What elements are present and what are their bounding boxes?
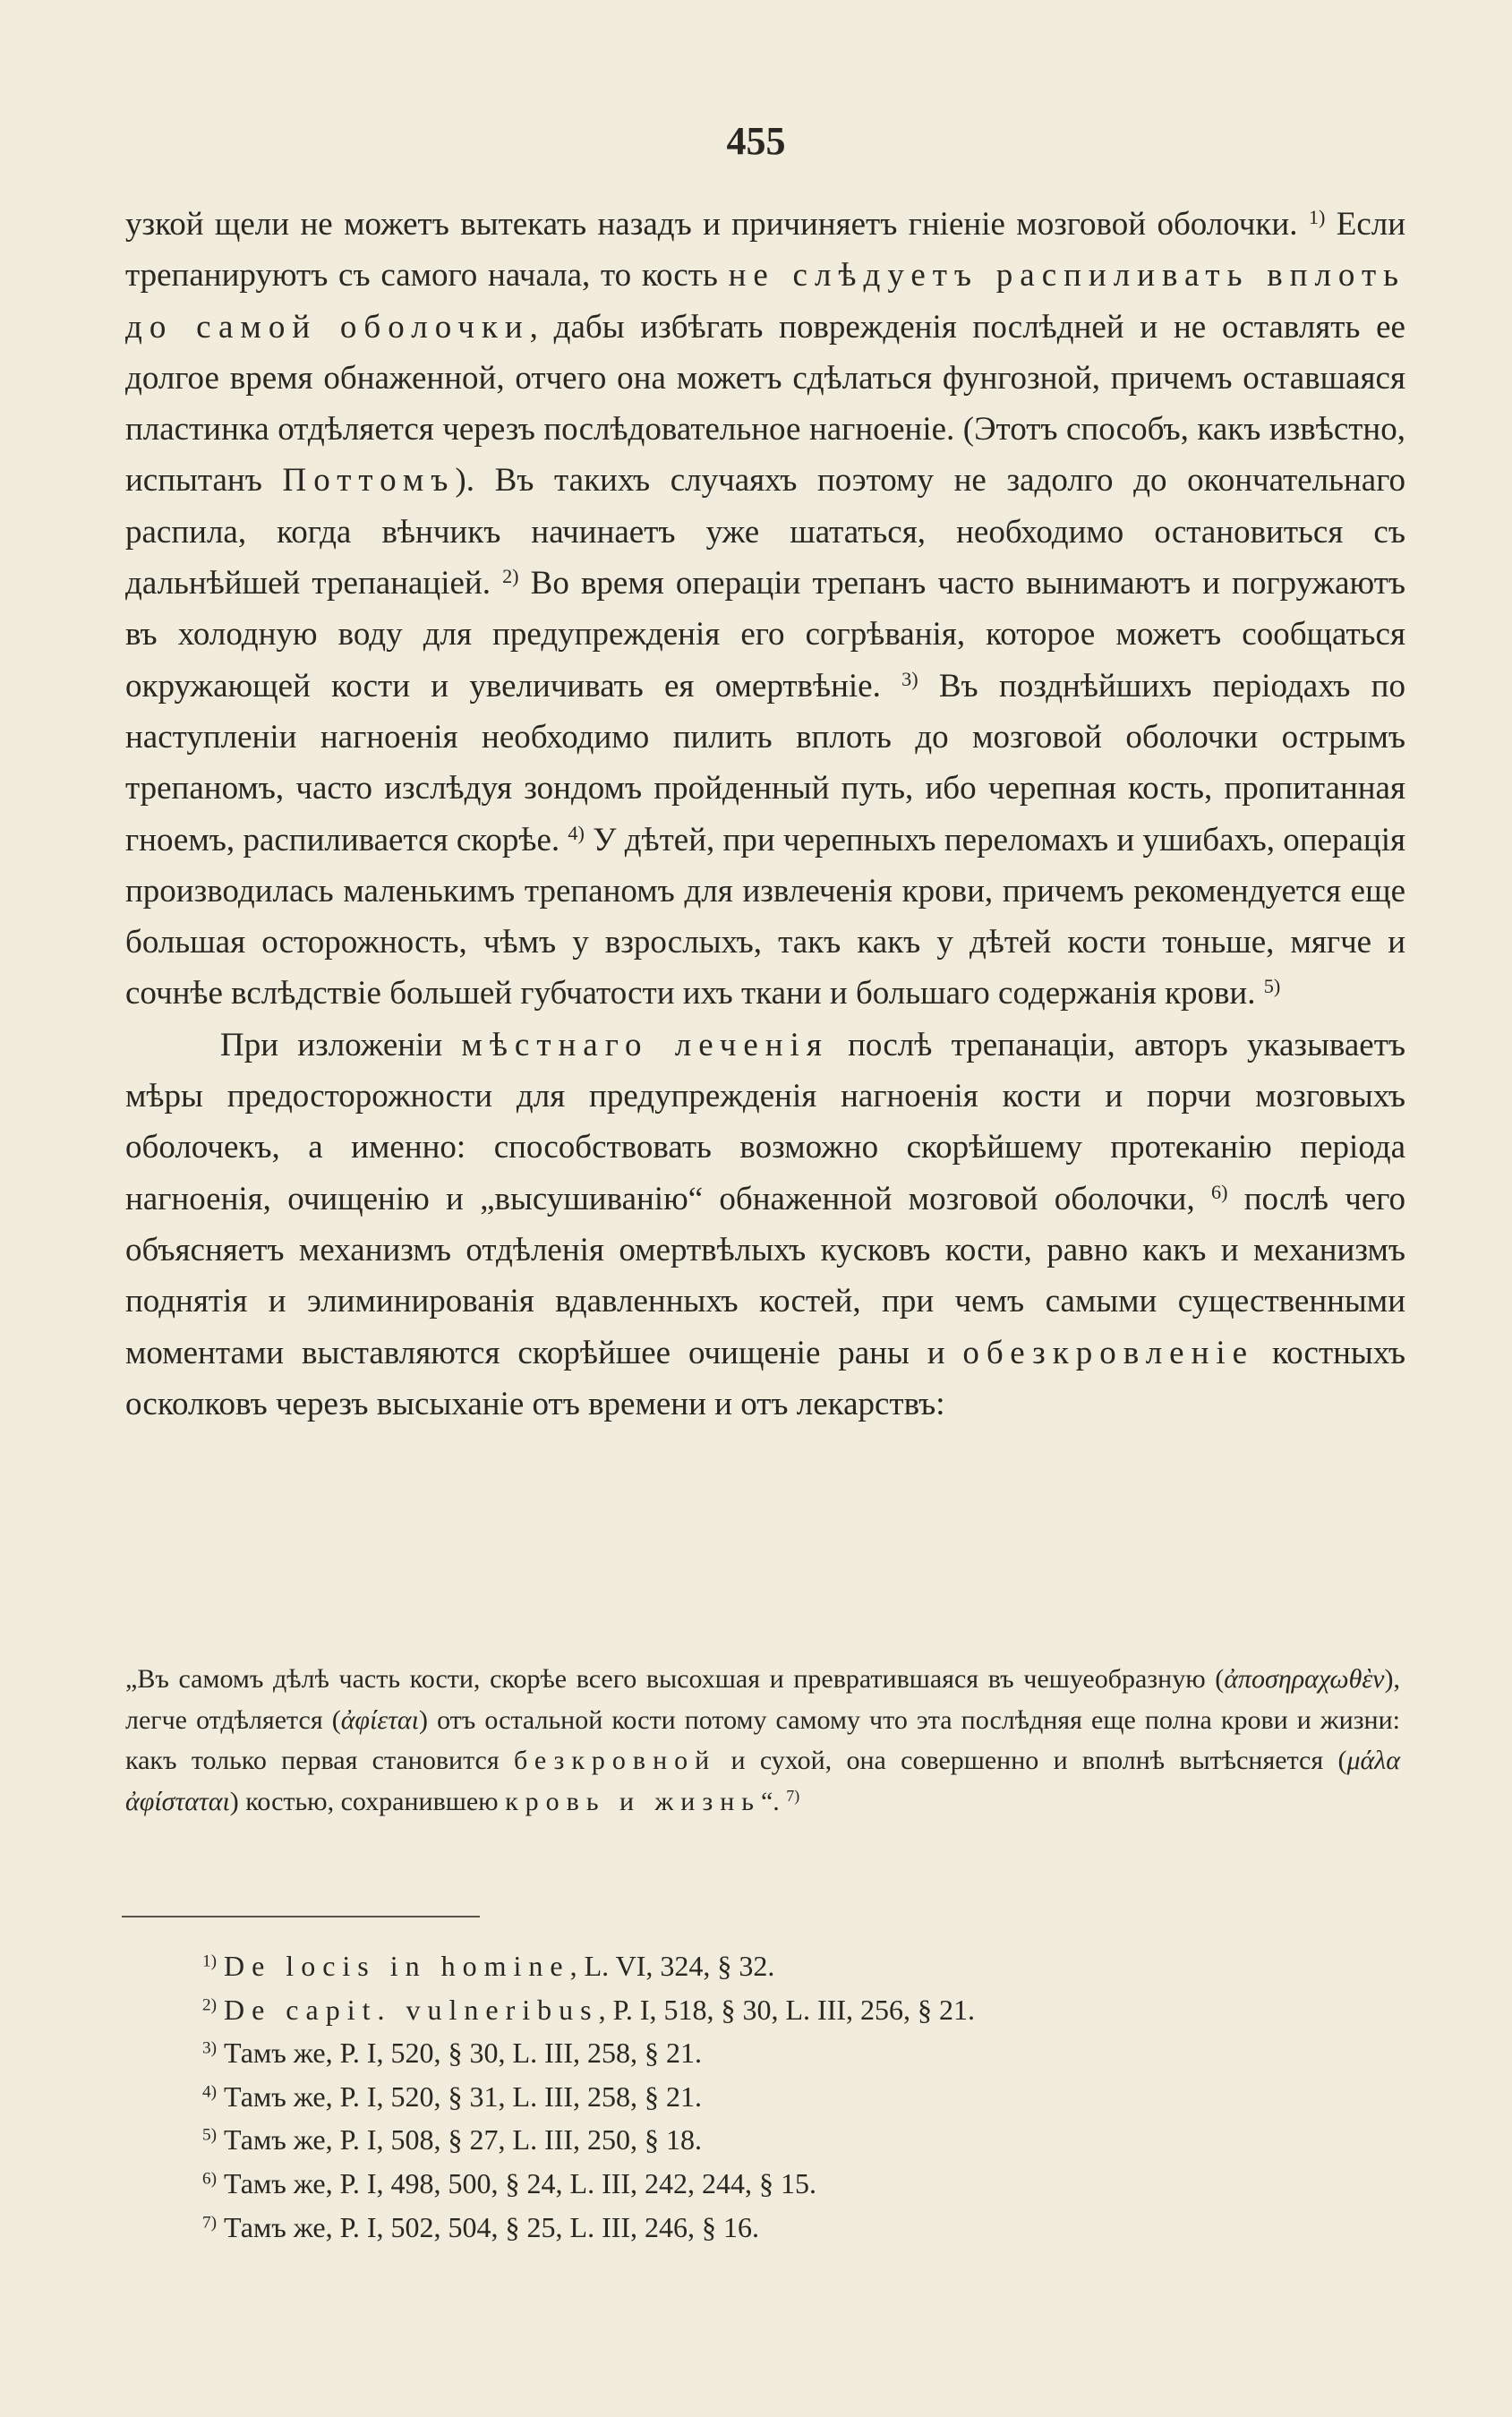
footnote-5	[202, 2118, 975, 2162]
footnote-ref: Тамъ же, P. I, 520, § 31, L. III, 258, § 21.	[223, 2080, 703, 2113]
spaced-emphasis: безкровной	[513, 1746, 717, 1775]
greek-word: ἀποσηραχωθὲν	[1224, 1664, 1385, 1694]
text-run: ) отъ остальной кости потому самому что эта послѣдняя еще полна крови и жизни: какъ только первая становится	[125, 1704, 1400, 1775]
text-run: ), легче отдѣляется (	[125, 1664, 1400, 1735]
spaced-emphasis: мѣстнаго леченія	[461, 1026, 829, 1063]
footnote-title: De capit. vulneribus	[223, 1993, 599, 2026]
footnote-ref-3: 3)	[901, 667, 918, 690]
paragraph-2	[125, 1020, 1405, 1430]
footnote-mark: 3)	[202, 2038, 217, 2058]
main-text	[125, 199, 1405, 1430]
text-run: “.	[760, 1786, 787, 1816]
text-run: ) костью, сохранившею	[229, 1786, 506, 1816]
footnotes-list	[202, 1944, 975, 2249]
text-run: У дѣтей, при черепныхъ переломахъ и ушибахъ, операція производилась маленькимъ трепаномъ для извлеченія крови, причемъ рекомендуется еще большая осторожность, чѣмъ у взрослыхъ, такъ какъ у дѣтей кости тоньше, мягче и сочнѣе вслѣдствіе большей губчатости ихъ ткани и большаго содержанія крови.	[125, 821, 1406, 1012]
text-run: При изложеніи	[220, 1026, 462, 1063]
spaced-emphasis: кровь и жизнь	[505, 1786, 761, 1816]
footnote-mark: 1)	[202, 1952, 217, 1971]
footnote-ref: Тамъ же, P. I, 502, 504, § 25, L. III, 246, § 16.	[223, 2210, 760, 2243]
text-run: ). Въ такихъ случаяхъ поэтому не задолго до окончательнаго распила, когда вѣнчикъ начинаетъ уже шататься, необходимо остановиться съ дальнѣйшей трепанаціей.	[125, 462, 1405, 602]
footnote-mark: 6)	[202, 2169, 217, 2189]
text-run: , дабы избѣгать поврежденія послѣдней и не оставлять ее долгое время обнаженной, отчего она можетъ сдѣлаться фунгозной, причемъ оставшаяся пластинка отдѣляется черезъ послѣдовательное нагноеніе. (Этотъ способъ, какъ извѣстно, испытанъ	[125, 308, 1405, 500]
footnote-mark: 4)	[202, 2082, 217, 2102]
spaced-emphasis: обезкровленіе	[962, 1334, 1255, 1371]
footnote-3	[202, 2031, 975, 2075]
text-run: „Въ самомъ дѣлѣ часть кости, скорѣе всего высохшая и превратившаяся въ чешуеобразную (	[125, 1664, 1225, 1694]
spaced-emphasis: не слѣдуетъ распиливать вплоть до самой оболочки	[125, 257, 1405, 346]
text-run: и сухой, она совершенно и вполнѣ вытѣсняется (	[716, 1746, 1347, 1775]
text-run: Во время операціи трепанъ часто вынимаютъ и погружаютъ въ холодную воду для предупрежденія его согрѣванія, которое можетъ сообщаться окружающей кости и увеличивать ея омертвѣніе.	[125, 565, 1405, 705]
text-run: послѣ чего объясняетъ механизмъ отдѣленія омертвѣлыхъ кусковъ кости, равно какъ и механизмъ поднятія и элиминированія вдавленныхъ костей, при чемъ самыми существенными моментами выставляются скорѣйшее очищеніе раны и	[125, 1180, 1405, 1371]
text-run: костныхъ осколковъ черезъ высыханіе отъ времени и отъ лекарствъ:	[125, 1334, 1405, 1422]
greek-word: ἀφίεται	[340, 1704, 420, 1735]
footnote-ref-2: 2)	[502, 564, 519, 587]
footnote-ref-7: 7)	[786, 1786, 800, 1805]
footnote-title: De locis in homine	[223, 1950, 570, 1982]
footnote-7	[202, 2206, 975, 2250]
footnote-6	[202, 2162, 975, 2206]
footnote-ref-1: 1)	[1308, 205, 1326, 228]
footnote-mark: 7)	[202, 2213, 217, 2233]
footnote-ref: Тамъ же, P. I, 520, § 30, L. III, 258, § 21.	[223, 2037, 703, 2070]
footnote-divider	[122, 1916, 480, 1917]
block-quote	[125, 1659, 1400, 1822]
footnote-ref: , L. VI, 324, § 32.	[569, 1950, 775, 1982]
paragraph-1	[125, 199, 1405, 1020]
footnote-ref: Тамъ же, P. I, 508, § 27, L. III, 250, § 18.	[223, 2123, 703, 2157]
footnote-mark: 2)	[202, 1995, 217, 2015]
footnote-ref-4: 4)	[568, 821, 585, 844]
footnote-1	[202, 1944, 975, 1988]
text-run: Въ позднѣйшихъ періодахъ по наступленіи нагноенія необходимо пилить вплоть до мозговой оболочки острымъ трепаномъ, часто изслѣдуя зондомъ пройденный путь, ибо черепная кость, пропитанная гноемъ, распиливается скорѣе.	[125, 667, 1405, 858]
greek-word: μάλα ἀφίσταται	[125, 1746, 1400, 1816]
footnote-ref-6: 6)	[1210, 1180, 1228, 1203]
footnote-ref: Тамъ же, P. I, 498, 500, § 24, L. III, 242, 244, § 15.	[223, 2166, 817, 2199]
footnote-4	[202, 2075, 975, 2119]
text-run: узкой щели не можетъ вытекать назадъ и причиняетъ гніеніе мозговой оболочки.	[125, 206, 1309, 243]
spaced-name: Поттомъ	[282, 462, 456, 500]
footnote-2	[202, 1988, 975, 2032]
page-number: 455	[726, 119, 786, 163]
footnote-ref-5: 5)	[1263, 975, 1281, 998]
footnote-ref: , P. I, 518, § 30, L. III, 256, § 21.	[598, 1993, 975, 2026]
text-run: послѣ трепанаціи, авторъ указываетъ мѣры предосторожности для предупрежденія нагноенія кости и порчи мозговыхъ оболочекъ, а именно: способствовать возможно скорѣйшему протеканію періода нагноенія, очищенію и „высушиванію“ обнаженной мозговой оболочки,	[125, 1026, 1405, 1217]
text-run: Если трепанируютъ съ самого начала, то кость	[125, 206, 1406, 295]
footnote-mark: 5)	[202, 2125, 217, 2145]
